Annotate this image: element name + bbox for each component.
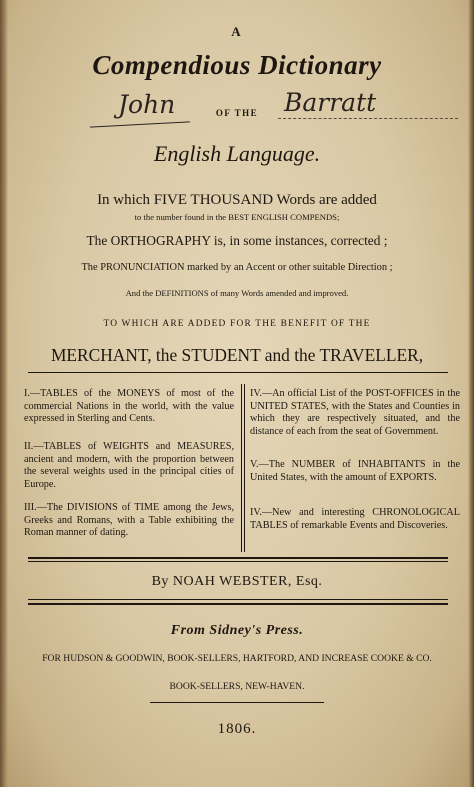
desc-line-4: The PRONUNCIATION marked by an Accent or other suitable Direction ; xyxy=(81,262,393,273)
title-main: Compendious Dictionary xyxy=(92,50,382,80)
desc-line-1: In which FIVE THOUSAND Words are added xyxy=(97,192,377,208)
publication-year: 1806. xyxy=(217,721,257,737)
imprint-line-2: BOOK-SELLERS, NEW-HAVEN. xyxy=(169,681,305,692)
divider-lower-a xyxy=(28,599,448,600)
contents-item-1: I.—TABLES of the MONEYS of most of the commercial Nations in the world, with the value expressed in Sterling and Cents. xyxy=(24,388,234,425)
divider-middle-b xyxy=(28,561,448,562)
signature-last-name: Barratt xyxy=(284,88,377,117)
imprint-short-rule xyxy=(150,702,324,703)
column-divider-a xyxy=(241,384,242,552)
divider-top xyxy=(28,372,448,373)
signature-underline-right xyxy=(278,118,458,119)
signature-underline-left xyxy=(90,121,190,127)
imprint-line-1: FOR HUDSON & GOODWIN, BOOK-SELLERS, HARTFORD, AND INCREASE COOKE & CO. xyxy=(42,653,432,664)
author-line: By NOAH WEBSTER, Esq. xyxy=(151,574,323,589)
contents-item-5: V.—The NUMBER of INHABITANTS in the United States, with the amount of EXPORTS. xyxy=(250,459,460,483)
contents-item-6: IV.—New and interesting CHRONOLOGICAL TABLES of remarkable Events and Discoveries. xyxy=(250,507,460,531)
contents-item-3: III.—The DIVISIONS of TIME among the Jews, Greeks and Romans, with a Table exhibiting the Roman manner of dating. xyxy=(24,502,234,539)
article-a: A xyxy=(231,24,243,39)
desc-line-5: And the DEFINITIONS of many Words amended and improved. xyxy=(125,288,349,298)
contents-item-4: IV.—An official List of the POST-OFFICES in the UNITED STATES, with the States and Counties in which they are respectively situated, and the distance of each from the seat of Government. xyxy=(250,388,460,437)
added-for-line: TO WHICH ARE ADDED FOR THE BENEFIT OF THE xyxy=(103,319,371,329)
page-edge-right xyxy=(468,0,474,787)
press-line: From Sidney's Press. xyxy=(170,623,304,638)
page-edge-left xyxy=(0,0,8,787)
title-of-the: OF THE xyxy=(215,108,259,118)
title-subtitle: English Language. xyxy=(153,141,321,166)
desc-line-3: The ORTHOGRAPHY is, in some instances, corrected ; xyxy=(86,233,388,248)
audience-line: MERCHANT, the STUDENT and the TRAVELLER, xyxy=(50,345,424,365)
divider-middle-a xyxy=(28,557,448,559)
contents-item-2: II.—TABLES of WEIGHTS and MEASURES, ancient and modern, with the proportion between the several weights used in the principal cities of Europe. xyxy=(24,441,234,490)
divider-lower-b xyxy=(28,603,448,605)
signature-first-name: John xyxy=(118,90,176,119)
column-divider-b xyxy=(244,384,245,552)
desc-line-2: to the number found in the BEST ENGLISH COMPENDS; xyxy=(134,212,340,222)
